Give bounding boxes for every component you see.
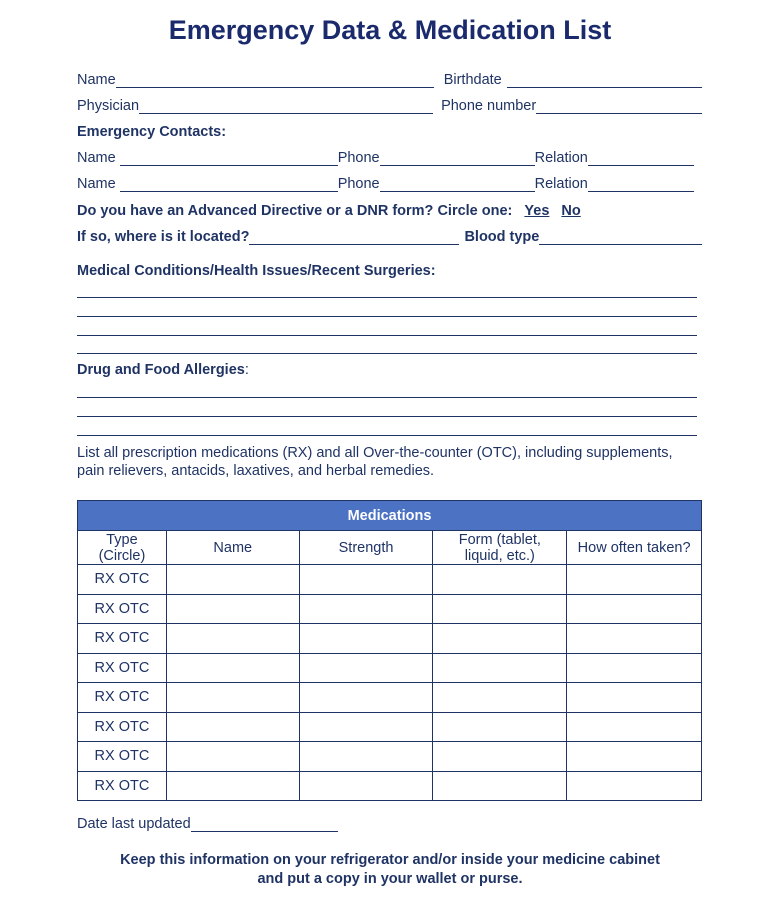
- contact-row: [77, 146, 702, 166]
- name-label: Name: [77, 72, 116, 88]
- conditions-line[interactable]: [77, 297, 697, 298]
- column-header-how-often: How often taken?: [567, 531, 702, 565]
- how-often-cell[interactable]: [567, 683, 702, 713]
- conditions-line[interactable]: [77, 353, 697, 354]
- contact-relation-label: Relation: [534, 150, 588, 166]
- allergies-line[interactable]: [77, 416, 697, 417]
- name-cell[interactable]: [166, 594, 299, 624]
- form-header-line2: liquid, etc.): [464, 547, 535, 564]
- yes-option[interactable]: Yes: [524, 203, 550, 219]
- form-header-line1: Form (tablet,: [458, 531, 541, 548]
- type-cell[interactable]: RX OTC: [78, 771, 167, 801]
- contact-name-field[interactable]: [120, 150, 338, 166]
- how-often-cell[interactable]: [567, 712, 702, 742]
- contact-relation-label: Relation: [534, 176, 588, 192]
- table-row: [78, 742, 702, 772]
- contact-phone-field[interactable]: [380, 176, 535, 192]
- how-often-cell[interactable]: [567, 594, 702, 624]
- medical-conditions-heading: [77, 259, 702, 279]
- directive-question: Do you have an Advanced Directive or a DNR form? Circle one:: [77, 203, 513, 219]
- allergies-line[interactable]: [77, 397, 697, 398]
- table-title: Medications: [78, 501, 702, 531]
- name-birthdate-row: [77, 68, 702, 88]
- contact-phone-label: Phone: [337, 150, 380, 166]
- blood-type-field[interactable]: [539, 229, 702, 245]
- contact-phone-field[interactable]: [380, 150, 535, 166]
- how-often-cell[interactable]: [567, 771, 702, 801]
- name-cell[interactable]: [166, 712, 299, 742]
- location-bloodtype-row: [77, 225, 702, 245]
- contact-name-label: Name: [77, 176, 116, 192]
- how-often-cell[interactable]: [567, 624, 702, 654]
- name-cell[interactable]: [166, 624, 299, 654]
- type-cell[interactable]: RX OTC: [78, 712, 167, 742]
- phone-number-field[interactable]: [536, 98, 702, 114]
- medications-table: [77, 500, 702, 801]
- strength-cell[interactable]: [299, 742, 433, 772]
- name-cell[interactable]: [166, 683, 299, 713]
- column-header-name: Name: [166, 531, 299, 565]
- birthdate-field[interactable]: [507, 72, 702, 88]
- form-cell[interactable]: [433, 683, 567, 713]
- allergies-line[interactable]: [77, 435, 697, 436]
- name-cell[interactable]: [166, 565, 299, 595]
- allergies-heading: [77, 358, 702, 378]
- footer-line: and put a copy in your wallet or purse.: [257, 871, 523, 887]
- contact-relation-field[interactable]: [588, 176, 694, 192]
- type-cell[interactable]: RX OTC: [78, 653, 167, 683]
- name-field[interactable]: [116, 72, 434, 88]
- page-title: Emergency Data & Medication List: [168, 15, 612, 45]
- medical-conditions-label: Medical Conditions/Health Issues/Recent Surgeries:: [77, 263, 436, 279]
- conditions-line[interactable]: [77, 316, 697, 317]
- table-row: [78, 565, 702, 595]
- physician-label: Physician: [77, 98, 140, 114]
- birthdate-label: Birthdate: [443, 72, 502, 88]
- contact-name-label: Name: [77, 150, 116, 166]
- phone-number-label: Phone number: [441, 98, 537, 114]
- type-cell[interactable]: RX OTC: [78, 683, 167, 713]
- name-cell[interactable]: [166, 771, 299, 801]
- table-row: [78, 771, 702, 801]
- strength-cell[interactable]: [299, 594, 433, 624]
- instructions-text: [77, 444, 697, 480]
- column-header-type: [78, 531, 167, 565]
- form-cell[interactable]: [433, 771, 567, 801]
- column-header-form: [433, 531, 567, 565]
- type-cell[interactable]: RX OTC: [78, 594, 167, 624]
- column-header-strength: Strength: [299, 531, 433, 565]
- table-row: [78, 683, 702, 713]
- strength-cell[interactable]: [299, 653, 433, 683]
- table-row: [78, 653, 702, 683]
- contact-phone-label: Phone: [337, 176, 380, 192]
- allergies-colon: :: [244, 362, 249, 378]
- location-field[interactable]: [249, 229, 459, 245]
- name-cell[interactable]: [166, 653, 299, 683]
- date-updated-label: Date last updated: [77, 816, 191, 832]
- date-updated-row: [77, 812, 702, 832]
- strength-cell[interactable]: [299, 624, 433, 654]
- type-cell[interactable]: RX OTC: [78, 742, 167, 772]
- strength-cell[interactable]: [299, 683, 433, 713]
- footer-note: [0, 851, 780, 889]
- directive-row: [77, 199, 702, 219]
- how-often-cell[interactable]: [567, 565, 702, 595]
- emergency-contacts-label: Emergency Contacts:: [77, 124, 227, 140]
- contact-row: [77, 172, 702, 192]
- form-cell[interactable]: [433, 712, 567, 742]
- conditions-line[interactable]: [77, 335, 697, 336]
- emergency-contacts-heading: [77, 120, 702, 140]
- table-row: [78, 712, 702, 742]
- how-often-cell[interactable]: [567, 742, 702, 772]
- type-header-line1: Type: [106, 531, 138, 548]
- allergies-label: Drug and Food Allergies: [77, 362, 245, 378]
- strength-cell[interactable]: [299, 712, 433, 742]
- type-cell[interactable]: RX OTC: [78, 624, 167, 654]
- blood-type-label: Blood type: [464, 229, 540, 245]
- form-cell[interactable]: [433, 742, 567, 772]
- contact-relation-field[interactable]: [588, 150, 694, 166]
- form-cell[interactable]: [433, 565, 567, 595]
- contact-name-field[interactable]: [120, 176, 338, 192]
- instructions-line: List all prescription medications (RX) and all Over-the-counter (OTC), including supplements,: [77, 445, 673, 461]
- how-often-cell[interactable]: [567, 653, 702, 683]
- form-cell[interactable]: [433, 624, 567, 654]
- type-cell[interactable]: RX OTC: [78, 565, 167, 595]
- table-row: [78, 624, 702, 654]
- no-option[interactable]: No: [561, 203, 581, 219]
- date-updated-field[interactable]: [191, 816, 338, 832]
- table-row: [78, 594, 702, 624]
- instructions-line: pain relievers, antacids, laxatives, and herbal remedies.: [77, 463, 435, 479]
- location-label: If so, where is it located?: [77, 229, 250, 245]
- type-header-line2: (Circle): [98, 547, 146, 564]
- strength-cell[interactable]: [299, 771, 433, 801]
- strength-cell[interactable]: [299, 565, 433, 595]
- form-cell[interactable]: [433, 653, 567, 683]
- form-cell[interactable]: [433, 594, 567, 624]
- physician-phone-row: [77, 94, 702, 114]
- physician-field[interactable]: [139, 98, 433, 114]
- name-cell[interactable]: [166, 742, 299, 772]
- footer-line: Keep this information on your refrigerator and/or inside your medicine cabinet: [120, 852, 660, 868]
